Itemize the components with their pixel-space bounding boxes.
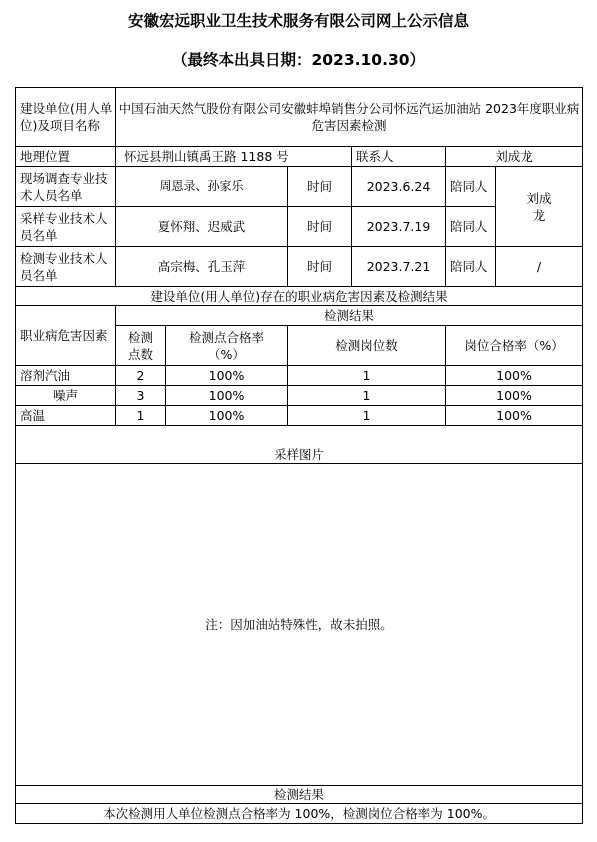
photos-area (16, 464, 583, 786)
factor-header: 职业病危害因素 (16, 306, 116, 366)
sampling-date: 2023.7.19 (352, 207, 446, 247)
sampling-names: 夏怀翔、迟威武 (116, 207, 288, 247)
factor-name: 溶剂汽油 (16, 366, 116, 386)
factor-post-rate: 100% (446, 406, 583, 426)
col-point-rate: 检测点合格率（%） (166, 326, 288, 366)
table-row (16, 406, 583, 426)
conclusion-text: 本次检测用人单位检测点合格率为 100%，检测岗位合格率为 100%。 (16, 804, 583, 824)
testing-date: 2023.7.21 (352, 247, 446, 287)
unit-value: 中国石油天然气股份有限公司安徽蚌埠销售分公司怀远汽运加油站 2023年度职业病危害因素检测 (116, 88, 583, 147)
factor-posts: 1 (288, 406, 446, 426)
sampling-time-label: 时间 (288, 207, 352, 247)
factor-post-rate: 100% (446, 366, 583, 386)
testing-companion-value: / (496, 247, 583, 287)
contact-label: 联系人 (352, 147, 446, 167)
page-subtitle: （最终本出具日期：2023.10.30） (171, 51, 426, 69)
photos-title: 采样图片 (16, 446, 583, 464)
survey-label: 现场调查专业技术人员名单 (16, 167, 116, 207)
photos-note: 注：因加油站特殊性，故未拍照。 (205, 617, 393, 632)
conclusion-title: 检测结果 (16, 786, 583, 804)
factor-points: 2 (116, 366, 166, 386)
factor-point-rate: 100% (166, 386, 288, 406)
factor-points: 1 (116, 406, 166, 426)
location-value: 怀远县荆山镇禹王路 1188 号 (116, 147, 352, 167)
survey-date: 2023.6.24 (352, 167, 446, 207)
factor-points: 3 (116, 386, 166, 406)
testing-companion-label: 陪同人 (446, 247, 496, 287)
factor-post-rate: 100% (446, 386, 583, 406)
contact-value: 刘成龙 (446, 147, 583, 167)
factor-name: 高温 (16, 406, 116, 426)
survey-companion-label: 陪同人 (446, 167, 496, 207)
sampling-companion-label: 陪同人 (446, 207, 496, 247)
survey-time-label: 时间 (288, 167, 352, 207)
testing-time-label: 时间 (288, 247, 352, 287)
testing-names: 高宗梅、孔玉萍 (116, 247, 288, 287)
location-label: 地理位置 (16, 147, 116, 167)
unit-label: 建设单位(用人单位)及项目名称 (16, 88, 116, 147)
empty-row (16, 426, 583, 446)
col-post-rate: 岗位合格率（%） (446, 326, 583, 366)
companion-value: 刘成龙 (496, 167, 583, 247)
factor-posts: 1 (288, 366, 446, 386)
factor-name: 噪声 (16, 386, 116, 406)
factor-point-rate: 100% (166, 406, 288, 426)
table-row (16, 386, 583, 406)
table-row (16, 366, 583, 386)
factor-posts: 1 (288, 386, 446, 406)
sampling-label: 采样专业技术人员名单 (16, 207, 116, 247)
factors-section-title: 建设单位(用人单位)存在的职业病危害因素及检测结果 (16, 287, 583, 306)
testing-label: 检测专业技术人员名单 (16, 247, 116, 287)
factor-point-rate: 100% (166, 366, 288, 386)
col-posts: 检测岗位数 (288, 326, 446, 366)
page-title: 安徽宏远职业卫生技术服务有限公司网上公示信息 (127, 12, 469, 30)
col-points: 检测点数 (116, 326, 166, 366)
survey-names: 周恩录、孙家乐 (116, 167, 288, 207)
info-table (15, 87, 583, 824)
results-header: 检测结果 (116, 306, 583, 326)
